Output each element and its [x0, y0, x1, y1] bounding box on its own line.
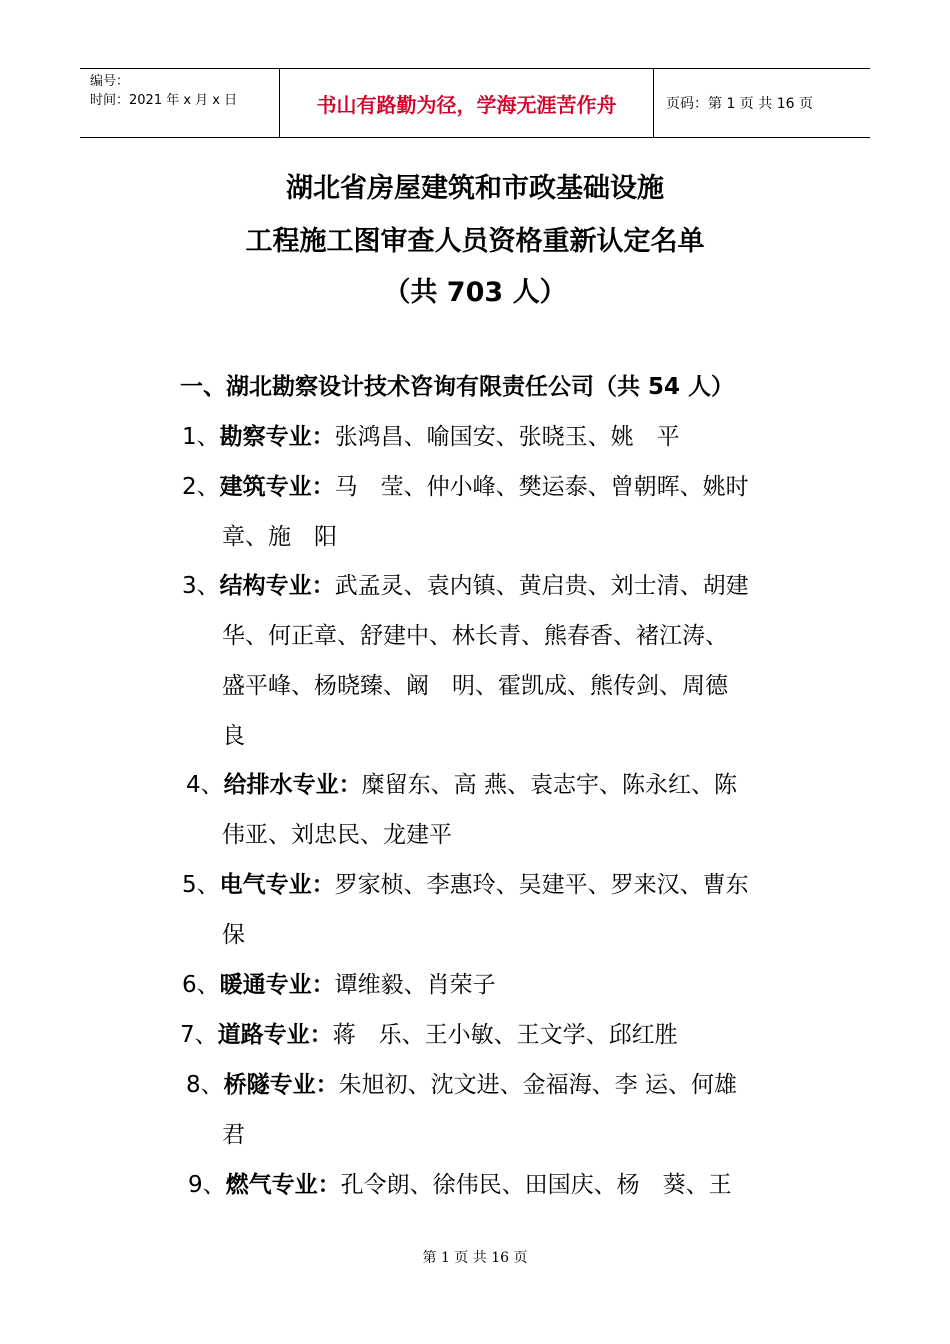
specialty-first-line [182, 866, 749, 899]
member-names-continued: 保 [222, 922, 245, 948]
item-number: 5、 [182, 872, 220, 898]
specialty-first-line [186, 766, 737, 799]
member-names-continued: 盛平峰、杨晓臻、阚 明、霍凯成、熊传剑、周德 [222, 673, 728, 699]
item-number: 9、 [188, 1172, 226, 1198]
specialty-label: 暖通专业： [219, 972, 335, 998]
header-left-cell [80, 69, 280, 137]
specialty-first-line [182, 966, 496, 999]
document-number-label: 编号： [90, 74, 130, 89]
document-time-label: 时间：2021 年 x 月 x 日 [90, 93, 238, 108]
member-names-continued: 伟亚、刘忠民、龙建平 [222, 822, 452, 848]
item-number: 4、 [186, 772, 224, 798]
specialty-first-line [180, 1016, 678, 1049]
header-motto: 书山有路勤为径，学海无涯苦作舟 [280, 69, 654, 137]
item-number: 6、 [182, 972, 220, 998]
header-page-info: 页码：第 1 页 共 16 页 [666, 96, 813, 112]
item-number: 8、 [186, 1072, 224, 1098]
specialty-label: 勘察专业： [219, 424, 335, 450]
specialty-first-line [186, 1066, 737, 1099]
member-names: 糜留东、高 燕、袁志宇、陈永红、陈 [361, 772, 737, 798]
specialty-label: 燃气专业： [225, 1172, 341, 1198]
specialty-label: 电气专业： [219, 872, 335, 898]
member-names: 蒋 乐、王小敏、王文学、邱红胜 [332, 1022, 678, 1048]
member-names: 朱旭初、沈文进、金福海、李 运、何雄 [338, 1072, 737, 1098]
item-number: 2、 [182, 474, 220, 500]
item-number: 3、 [182, 573, 220, 599]
member-names-continued: 良 [222, 723, 245, 749]
member-names: 马 莹、仲小峰、樊运泰、曾朝晖、姚时 [334, 474, 749, 500]
title-line-1: 湖北省房屋建筑和市政基础设施 [286, 173, 664, 204]
specialty-label: 桥隧专业： [223, 1072, 339, 1098]
document-header [80, 68, 870, 138]
specialty-first-line [182, 418, 680, 451]
specialty-first-line [182, 567, 749, 600]
item-number: 1、 [182, 424, 220, 450]
section-heading: 一、湖北勘察设计技术咨询有限责任公司（共 54 人） [180, 374, 735, 400]
specialty-first-line [182, 468, 749, 501]
item-number: 7、 [180, 1022, 218, 1048]
specialty-label: 道路专业： [217, 1022, 333, 1048]
specialty-label: 给排水专业： [223, 772, 362, 798]
title-line-3: （共 703 人） [383, 277, 567, 308]
member-names: 罗家桢、李惠玲、吴建平、罗来汉、曹东 [334, 872, 749, 898]
specialty-label: 结构专业： [219, 573, 335, 599]
specialty-label: 建筑专业： [219, 474, 335, 500]
member-names-continued: 章、施 阳 [222, 524, 337, 550]
member-names: 孔令朗、徐伟民、田国庆、杨 葵、王 [340, 1172, 732, 1198]
member-names: 张鸿昌、喻国安、张晓玉、姚 平 [334, 424, 680, 450]
member-names: 武孟灵、袁内镇、黄启贵、刘士清、胡建 [334, 573, 749, 599]
member-names-continued: 君 [222, 1122, 245, 1148]
member-names-continued: 华、何正章、舒建中、林长青、熊春香、褚江涛、 [222, 623, 728, 649]
page-footer: 第 1 页 共 16 页 [422, 1250, 528, 1266]
member-names: 谭维毅、肖荣子 [334, 972, 496, 998]
specialty-first-line [188, 1166, 732, 1199]
title-line-2: 工程施工图审查人员资格重新认定名单 [245, 226, 705, 257]
